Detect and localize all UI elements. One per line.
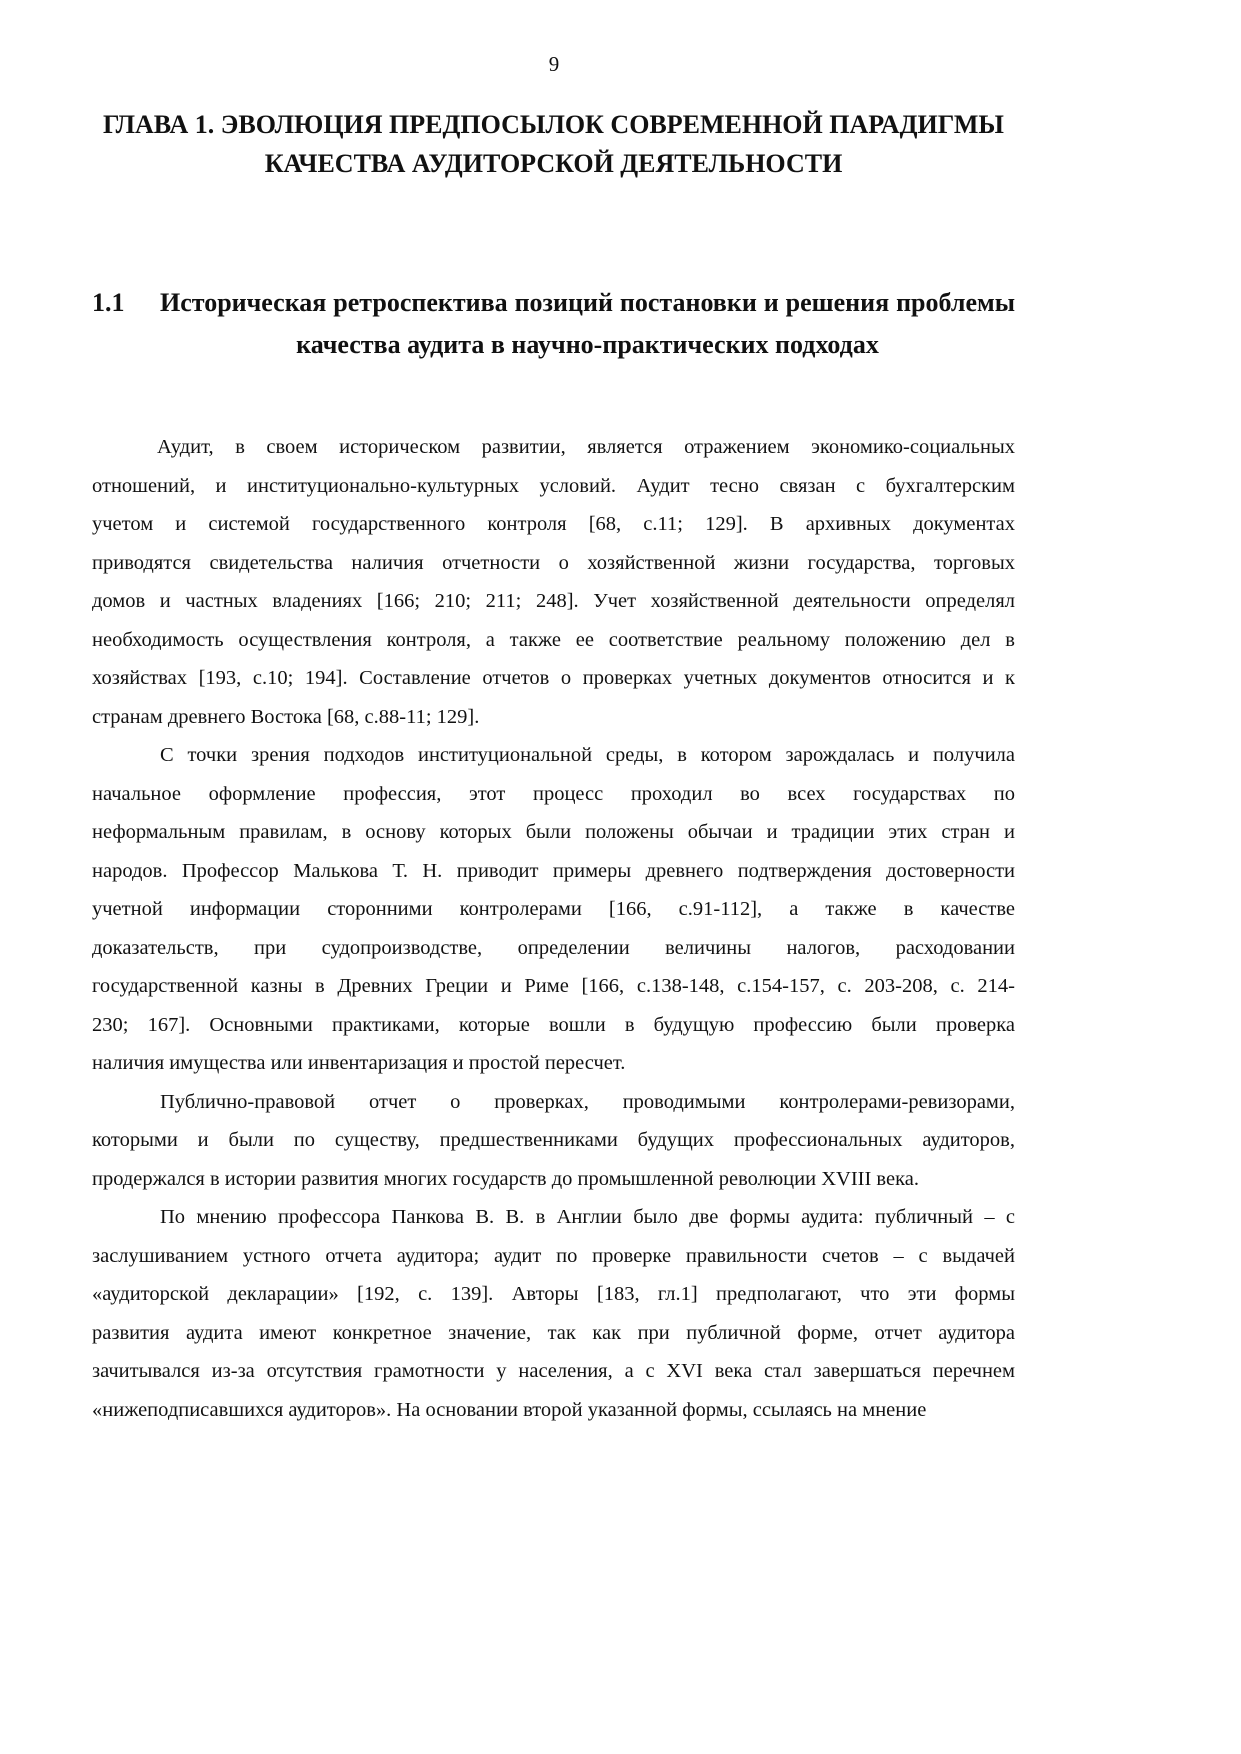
- text-line: которыми и были по существу, предшественниками будущих профессиональных аудиторов,: [92, 1129, 1015, 1151]
- text-line: домов и частных владениях [166; 210; 211; 248]. Учет хозяйственной деятельности определял: [92, 590, 1015, 612]
- section-title-line-2: качества аудита в научно-практических подходах: [296, 330, 879, 359]
- text-line: С точки зрения подходов институциональной среды, в котором зарождалась и получила: [160, 744, 1015, 766]
- text-line: Аудит, в своем историческом развитии, является отражением экономико-социальных: [157, 436, 1015, 458]
- text-line: хозяйствах [193, с.10; 194]. Составление отчетов о проверках учетных документов относится и к: [92, 667, 1015, 689]
- page-number: 9: [548, 52, 560, 76]
- chapter-title-line-2: КАЧЕСТВА АУДИТОРСКОЙ ДЕЯТЕЛЬНОСТИ: [264, 149, 843, 178]
- text-line: странам древнего Востока [68, с.88-11; 129].: [92, 705, 480, 728]
- text-line: наличия имущества или инвентаризация и простой пересчет.: [92, 1052, 626, 1074]
- text-line: начальное оформление профессия, этот процесс проходил во всех государствах по: [92, 782, 1015, 805]
- section-title-line-1: Историческая ретроспектива позиций постановки и решения проблемы: [160, 288, 1015, 317]
- text-line: «нижеподписавшихся аудиторов». На основании второй указанной формы, ссылаясь на мнение: [92, 1398, 927, 1421]
- section-number: 1.1: [92, 288, 125, 317]
- text-line: Публично-правовой отчет о проверках, проводимыми контролерами-ревизорами,: [160, 1090, 1015, 1113]
- text-line: доказательств, при судопроизводстве, определении величины налогов, расходовании: [92, 936, 1015, 959]
- text-line: По мнению профессора Панкова В. В. в Англии было две формы аудита: публичный – с: [160, 1206, 1015, 1228]
- text-line: зачитывался из-за отсутствия грамотности у населения, а с XVI века стал завершаться перечнем: [92, 1360, 1015, 1382]
- text-line: 230; 167]. Основными практиками, которые вошли в будущую профессию были проверка: [92, 1013, 1015, 1036]
- text-line: продержался в истории развития многих государств до промышленной революции XVIII века.: [92, 1167, 919, 1190]
- text-line: народов. Профессор Малькова Т. Н. приводит примеры древнего подтверждения достоверности: [92, 859, 1015, 882]
- text-line: приводятся свидетельства наличия отчетности о хозяйственной жизни государства, торговых: [92, 551, 1015, 574]
- text-line: неформальным правилам, в основу которых были положены обычаи и традиции этих стран и: [92, 821, 1015, 843]
- text-line: «аудиторской декларации» [192, с. 139]. Авторы [183, гл.1] предполагают, что эти формы: [92, 1283, 1015, 1305]
- text-line: государственной казны в Древних Греции и Риме [166, с.138-148, с.154-157, с. 203-208, с. 214-: [92, 975, 1015, 997]
- text-line: учетом и системой государственного контроля [68, с.11; 129]. В архивных документах: [92, 513, 1015, 535]
- text-line: учетной информации сторонними контролерами [166, с.91-112], а также в качестве: [92, 898, 1015, 920]
- text-line: отношений, и институционально-культурных условий. Аудит тесно связан с бухгалтерским: [92, 474, 1015, 497]
- text-line: заслушиванием устного отчета аудитора; аудит по проверке правильности счетов – с выдачей: [92, 1244, 1015, 1267]
- text-line: развития аудита имеют конкретное значение, так как при публичной форме, отчет аудитора: [92, 1321, 1015, 1344]
- text-line: необходимость осуществления контроля, а также ее соответствие реальному положению дел в: [92, 628, 1015, 651]
- chapter-title-line-1: ГЛАВА 1. ЭВОЛЮЦИЯ ПРЕДПОСЫЛОК СОВРЕМЕННОЙ ПАРАДИГМЫ: [103, 110, 1004, 139]
